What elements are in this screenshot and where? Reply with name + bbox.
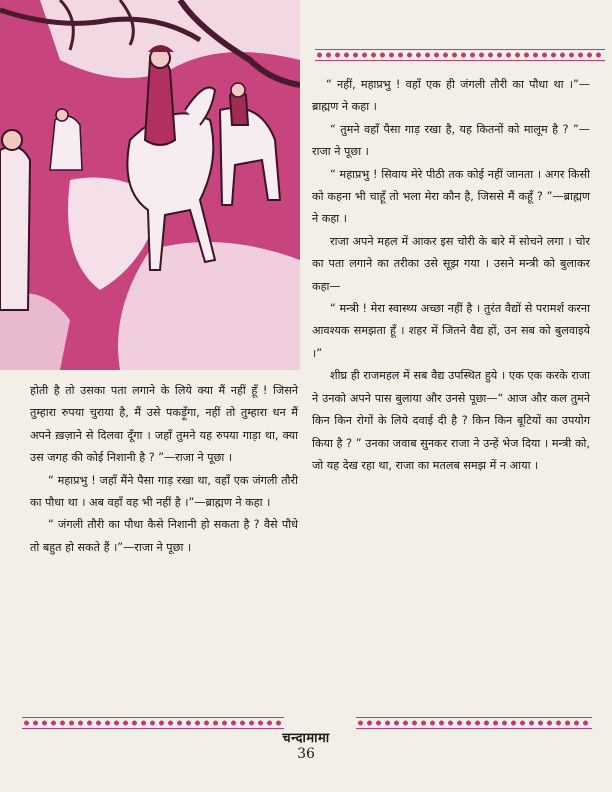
paragraph: “ महाप्रभु ! जहाँ मैंने पैसा गाड़ रखा था, वहाँ एक जंगली तौरी का पौधा था । अब वहाँ वह भी नहीं है ।”—ब्राह्मण ने कहा ।	[30, 473, 298, 510]
magazine-title: चन्दामामा	[282, 731, 330, 746]
left-text-column	[30, 380, 298, 559]
page-number: 36	[297, 746, 315, 762]
paragraph: “ मन्त्री ! मेरा स्वास्थ्य अच्छा नहीं है । तुरंत वैद्यों से परामर्श करना आवश्यक समझता हूँ । शहर में जितने वैद्य हों, उन सब को बुलवाइये ।”	[312, 302, 590, 360]
paragraph: “ तुमने वहाँ पैसा गाड़ रखा है, यह कितनों को मालूम है ? ”—राजा ने पूछा ।	[312, 122, 590, 159]
paragraph: “ महाप्रभु ! सिवाय मेरे पीठी तक कोई नहीं जानता । अगर किसी को कहना भी चाहूँ तो भला मेरा कौन है, जिससे मैं कहूँ ? ”—ब्राह्मण ने कहा ।	[312, 167, 590, 226]
paragraph: “ नहीं, महाप्रभु ! वहाँ एक ही जंगली तौरी का पौधा था ।”—ब्राह्मण ने कहा ।	[312, 78, 590, 114]
paragraph: राजा अपने महल में आकर इस चोरी के बारे में सोचने लगा । चोर का पता लगाने का तरीका उसे सूझ गया । उसने मन्त्री को बुलाकर कहा—	[312, 234, 590, 293]
decorative-border-bottom-right	[356, 719, 592, 727]
horse-riders-illustration	[0, 0, 300, 370]
paragraph: होती है तो उसका पता लगाने के लिये क्या मैं नहीं हूँ ! जिसने तुम्हारा रुपया चुराया है, मैं उसे पकड़ूँगा, नहीं तो तुम्हारा धन मैं अपने ख़ज़ाने से दिलवा दूँगा । जहाँ तुमने यह रुपया गाड़ा था, क्या उस जगह की कोई निशानी है ? ”—राजा ने पूछा ।	[30, 384, 298, 465]
decorative-border-top	[315, 51, 605, 59]
paragraph: शीघ्र ही राजमहल में सब वैद्य उपस्थित हुये । एक एक करके राजा ने उनको अपने पास बुलाया और उनसे पूछा—“ आज और कल तुमने किन किन रोगों के लिये दवाई दी है ? किन किन बूटियों का उपयोग किया है ? ” उनका जवाब सुनकर राजा ने उन्हें भेज दिया । मन्त्री को, जो यह देख रहा था, राजा का मतलब समझ में न आया ।	[312, 369, 590, 472]
paragraph: “ जंगली तौरी का पौधा कैसे निशानी हो सकता है ? वैसे पौधे तो बहुत हो सकते हैं ।”—राजा ने पूछा ।	[30, 518, 298, 554]
right-text-column	[312, 74, 590, 477]
story-illustration	[0, 0, 300, 370]
decorative-border-bottom-left	[22, 719, 284, 727]
